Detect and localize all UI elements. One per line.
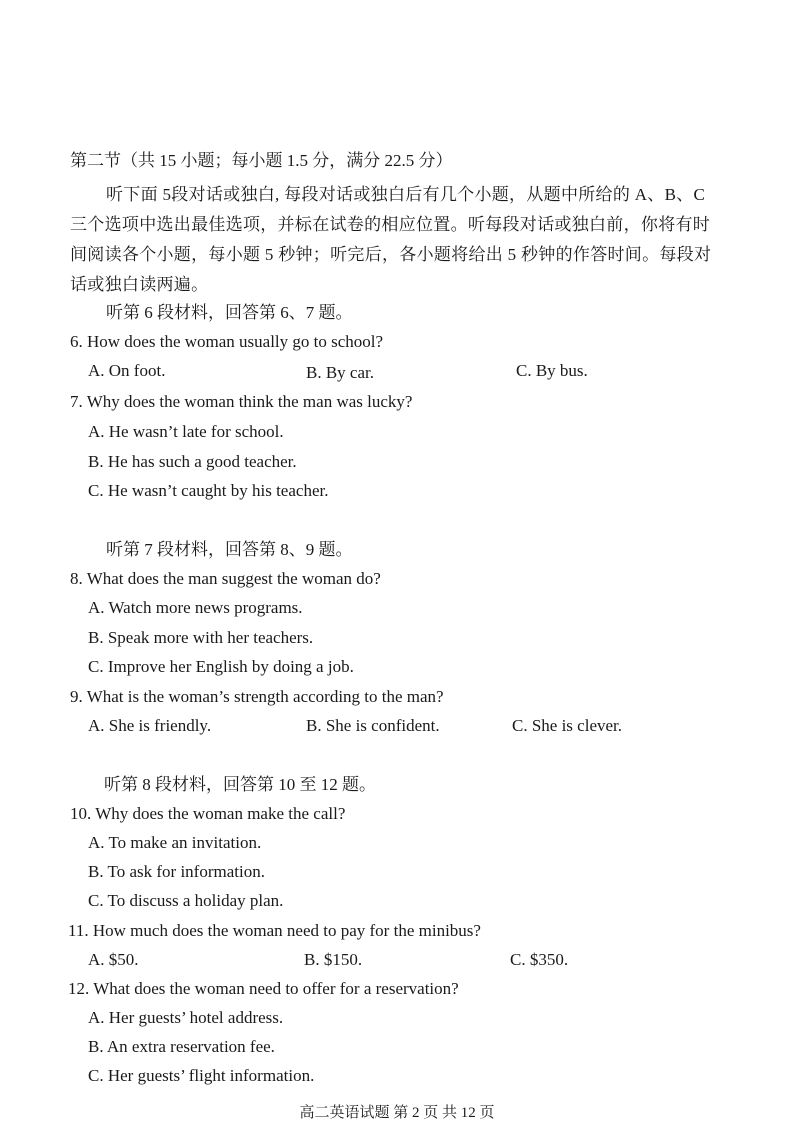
option-c: C. Improve her English by doing a job.	[88, 657, 354, 676]
option-c: C. $350.	[510, 950, 569, 969]
option-c: C. To discuss a holiday plan.	[88, 891, 284, 910]
option-a: A. $50.	[88, 950, 139, 969]
section-heading: 第二节（共 15 小题；每小题 1.5 分，满分 22.5 分）	[70, 151, 453, 170]
option-c: C. He wasn’t caught by his teacher.	[88, 481, 329, 500]
option-c: C. She is clever.	[512, 716, 623, 735]
question-stem: 11. How much does the woman need to pay for the minibus?	[68, 921, 481, 940]
option-b: B. He has such a good teacher.	[88, 452, 297, 471]
option-b: B. To ask for information.	[88, 862, 265, 881]
option-a: A. He wasn’t late for school.	[88, 422, 284, 441]
option-a: A. Watch more news programs.	[88, 598, 303, 617]
question-stem: 8. What does the man suggest the woman do?	[70, 569, 381, 588]
option-a: A. She is friendly.	[88, 716, 212, 735]
option-b: B. An extra reservation fee.	[88, 1037, 275, 1056]
option-b: B. By car.	[306, 363, 374, 382]
question-stem: 9. What is the woman’s strength according to the man?	[70, 687, 444, 706]
option-a: A. To make an invitation.	[88, 833, 262, 852]
option-b: B. $150.	[304, 950, 363, 969]
option-a: A. Her guests’ hotel address.	[88, 1008, 284, 1027]
question-stem: 12. What does the woman need to offer for a reservation?	[68, 979, 459, 998]
section-instructions: 听下面 5段对话或独白, 每段对话或独白后有几个小题，从题中所给的 A、B、C 三个选项中选出最佳选项，并标在试卷的相应位置。听每段对话或独白前，你将有时间阅读各个小题，每小题 5 秒钟；听完后，各小题将给出 5 秒钟的作答时间。每段对话或独白读两遍。	[70, 185, 712, 294]
option-c: C. Her guests’ flight information.	[88, 1066, 315, 1085]
question-stem: 10. Why does the woman make the call?	[70, 804, 346, 823]
group-label: 听第 8 段材料，回答第 10 至 12 题。	[104, 775, 376, 794]
group-label: 听第 6 段材料，回答第 6、7 题。	[106, 303, 353, 322]
option-b: B. Speak more with her teachers.	[88, 628, 314, 647]
question-stem: 7. Why does the woman think the man was lucky?	[70, 392, 413, 411]
option-b: B. She is confident.	[306, 716, 440, 735]
option-a: A. On foot.	[88, 361, 166, 380]
option-c: C. By bus.	[516, 361, 588, 380]
group-label: 听第 7 段材料，回答第 8、9 题。	[106, 540, 353, 559]
question-stem: 6. How does the woman usually go to school?	[70, 332, 384, 351]
page-footer: 高二英语试题 第 2 页 共 12 页	[299, 1105, 495, 1121]
